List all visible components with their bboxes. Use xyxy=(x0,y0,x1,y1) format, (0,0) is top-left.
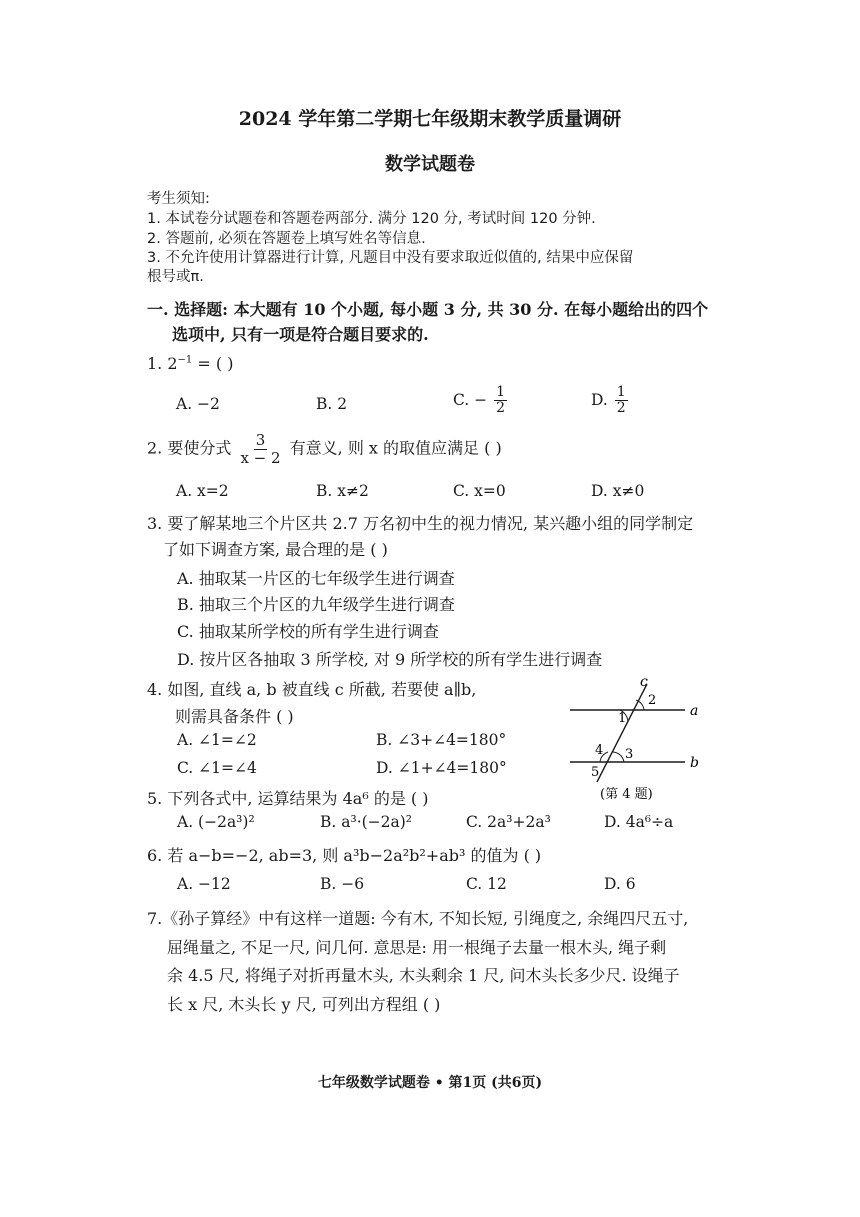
question-3-line-2: 了如下调查方案, 最合理的是 ( ) xyxy=(163,540,388,559)
q6-option-b: B. −6 xyxy=(320,875,365,893)
q2-suffix: 有意义, 则 x 的取值应满足 ( ) xyxy=(289,438,502,458)
q4-figure xyxy=(560,670,710,805)
q5-option-c: C. 2a³+2a³ xyxy=(466,813,551,831)
q2-prefix: 2. 要使分式 xyxy=(147,438,232,458)
q2-option-b: B. x≠2 xyxy=(316,482,369,500)
label-3: 3 xyxy=(625,747,634,762)
q3-option-a: A. 抽取某一片区的七年级学生进行调查 xyxy=(177,569,455,588)
label-a: a xyxy=(690,703,699,719)
q3-option-c: C. 抽取某所学校的所有学生进行调查 xyxy=(177,622,439,641)
section-heading-cont: 选项中, 只有一项是符合题目要求的. xyxy=(172,325,429,344)
q2-frac-den: x − 2 xyxy=(240,448,281,467)
q1-c-fraction xyxy=(494,385,507,417)
notice-item-1: 1. 本试卷分试题卷和答题卷两部分. 满分 120 分, 考试时间 120 分钟. xyxy=(147,211,596,227)
q2-option-c: C. x=0 xyxy=(453,482,506,500)
notice-item-4: 根号或π. xyxy=(147,269,204,285)
notice-item-3: 3. 不允许使用计算器进行计算, 凡题目中没有要求取近似值的, 结果中应保留 xyxy=(147,250,634,266)
q4-option-b: B. ∠3+∠4=180° xyxy=(376,731,507,749)
question-6: 6. 若 a−b=−2, ab=3, 则 a³b−2a²b²+ab³ 的值为 ( ) xyxy=(147,846,542,865)
q4-option-d: D. ∠1+∠4=180° xyxy=(376,759,507,777)
q1-number: 1. xyxy=(147,354,163,373)
scan-edge xyxy=(0,0,860,8)
q1-option-a: A. −2 xyxy=(176,395,220,413)
q4-option-a: A. ∠1=∠2 xyxy=(177,731,257,749)
label-2: 2 xyxy=(648,693,657,708)
label-b: b xyxy=(690,755,699,771)
question-7-line-4: 长 x 尺, 木头长 y 尺, 可列出方程组 ( ) xyxy=(167,995,441,1014)
q6-option-a: A. −12 xyxy=(177,875,231,893)
question-7-line-3: 余 4.5 尺, 将绳子对折再量木头, 木头剩余 1 尺, 问木头长多少尺. 设绳子 xyxy=(167,966,680,985)
q1-d-prefix: D. xyxy=(591,390,608,409)
q1-c-num: 1 xyxy=(496,384,506,400)
q1-c-prefix: C. − xyxy=(453,390,488,409)
exam-subtitle: 数学试题卷 xyxy=(385,154,475,175)
angle-3-arc xyxy=(612,752,624,762)
label-4: 4 xyxy=(595,743,604,758)
figure-caption: (第 4 题) xyxy=(600,787,653,802)
q1-option-b: B. 2 xyxy=(316,395,348,413)
label-5: 5 xyxy=(591,765,600,780)
q6-option-d: D. 6 xyxy=(604,875,636,893)
question-1 xyxy=(147,354,233,373)
q1-c-den: 2 xyxy=(496,400,506,417)
label-1: 1 xyxy=(618,711,627,726)
q1-d-den: 2 xyxy=(616,400,626,417)
angle-2-arc xyxy=(636,700,644,710)
q2-option-a: A. x=2 xyxy=(176,482,229,500)
question-3-line-1: 3. 要了解某地三个片区共 2.7 万名初中生的视力情况, 某兴趣小组的同学制定 xyxy=(147,514,694,533)
q1-option-c xyxy=(453,385,509,417)
question-7-line-1: 7.《孙子算经》中有这样一道题: 今有木, 不知长短, 引绳度之, 余绳四尺五寸, xyxy=(147,909,689,928)
q4-option-c: C. ∠1=∠4 xyxy=(177,759,257,777)
q6-option-c: C. 12 xyxy=(466,875,507,893)
notice-heading: 考生须知: xyxy=(147,191,210,207)
q1-option-d xyxy=(591,385,630,417)
q2-frac-num: 3 xyxy=(255,431,266,449)
q1-tail: = ( ) xyxy=(192,354,234,373)
q1-d-num: 1 xyxy=(616,384,626,400)
section-heading: 一. 选择题: 本大题有 10 个小题, 每小题 3 分, 共 30 分. 在每小题给出的四个 xyxy=(147,300,709,319)
label-c: c xyxy=(640,674,648,690)
q2-fraction xyxy=(238,432,282,466)
line-c xyxy=(597,684,647,782)
question-4-line-2: 则需具备条件 ( ) xyxy=(175,707,294,726)
question-7-line-2: 屈绳量之, 不足一尺, 问几何. 意思是: 用一根绳子去量一根木头, 绳子剩 xyxy=(167,938,667,957)
q5-option-b: B. a³·(−2a)² xyxy=(320,813,413,831)
q3-option-d: D. 按片区各抽取 3 所学校, 对 9 所学校的所有学生进行调查 xyxy=(177,650,603,669)
q1-d-fraction xyxy=(615,385,628,417)
q5-option-a: A. (−2a³)² xyxy=(177,813,255,831)
question-4-line-1: 4. 如图, 直线 a, b 被直线 c 所截, 若要使 a∥b, xyxy=(147,680,477,699)
page-footer: 七年级数学试题卷 • 第1页 (共6页) xyxy=(317,1075,543,1091)
q5-option-d: D. 4a⁶÷a xyxy=(604,813,674,831)
q1-exponent: −1 xyxy=(177,354,193,366)
q3-option-b: B. 抽取三个片区的九年级学生进行调查 xyxy=(177,595,455,614)
q1-base: 2 xyxy=(167,354,178,373)
question-2 xyxy=(147,432,502,466)
question-5: 5. 下列各式中, 运算结果为 4a⁶ 的是 ( ) xyxy=(147,789,429,808)
notice-item-2: 2. 答题前, 必须在答题卷上填写姓名等信息. xyxy=(147,231,426,247)
exam-title: 2024 学年第二学期七年级期末教学质量调研 xyxy=(238,108,622,130)
q2-option-d: D. x≠0 xyxy=(591,482,645,500)
